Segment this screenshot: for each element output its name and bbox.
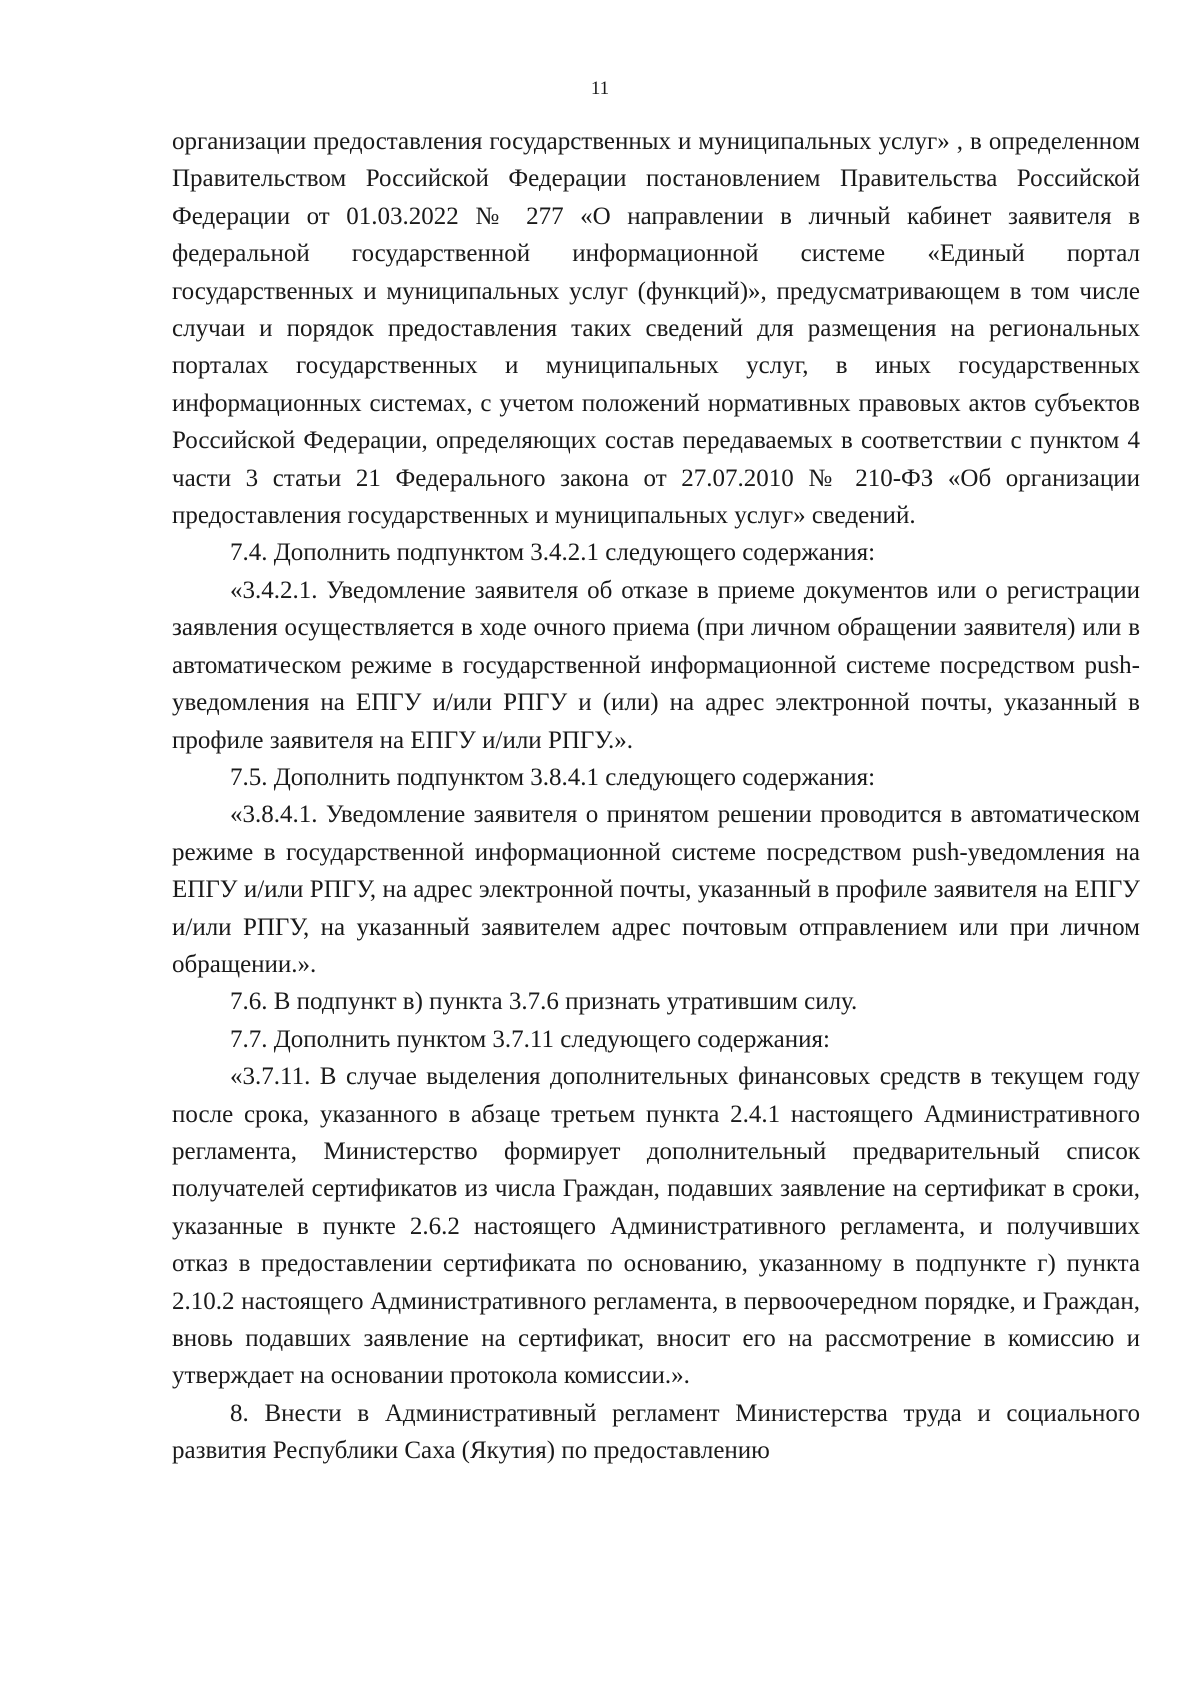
paragraph-item-8: 8. Внести в Административный регламент Министерства труда и социального развития Республики Саха (Якутия) по предоставлению (172, 1399, 1140, 1465)
page-number: 11 (590, 78, 610, 99)
paragraph-continuation: организации предоставления государственных и муниципальных услуг» , в определенном Правительством Российской Федерации постановлением Правительства Российской Федерации от 01.03.2022 № 277 «О направлении в личный кабинет заявителя в федеральной государственной информационной системе «Единый портал государственных и муниципальных услуг (функций)», предусматривающем в том числе случаи и порядок предоставления таких сведений для размещения на региональных порталах государственных и муниципальных услуг, в иных государственных информационных системах, с учетом положений нормативных правовых актов субъектов Российской Федерации, определяющих состав передаваемых в соответствии с пунктом 4 части 3 статьи 21 Федерального закона от 27.07.2010 № 210-ФЗ «Об организации предоставления государственных и муниципальных услуг» сведений. (172, 128, 1140, 530)
paragraph-subitem-3-4-2-1: «3.4.2.1. Уведомление заявителя об отказе в приеме документов или о регистрации заявления осуществляется в ходе очного приема (при личном обращении заявителя) или в автоматическом режиме в государственной информационной системе посредством push-уведомления на ЕПГУ и/или РПГУ и (или) на адрес электронной почты, указанный в профиле заявителя на ЕПГУ и/или РПГУ.». (172, 576, 1140, 754)
paragraph-item-7-5: 7.5. Дополнить подпунктом 3.8.4.1 следующего содержания: (230, 763, 876, 791)
paragraph-item-7-4: 7.4. Дополнить подпунктом 3.4.2.1 следующего содержания: (230, 539, 876, 567)
paragraph-subitem-3-7-11: «3.7.11. В случае выделения дополнительных финансовых средств в текущем году после срока, указанного в абзаце третьем пункта 2.4.1 настоящего Административного регламента, Министерство формирует дополнительный предварительный список получателей сертификатов из числа Граждан, подавших заявление на сертификат в сроки, указанные в пункте 2.6.2 настоящего Административного регламента, и получивших отказ в предоставлении сертификата по основанию, указанному в подпункте г) пункта 2.10.2 настоящего Административного регламента, в первоочередном порядке, и Граждан, вновь подавших заявление на сертификат, вносит его на рассмотрение в комиссию и утверждает на основании протокола комиссии.». (172, 1063, 1140, 1390)
paragraph-item-7-7: 7.7. Дополнить пунктом 3.7.11 следующего содержания: (230, 1025, 830, 1053)
paragraph-item-7-6: 7.6. В подпункт в) пункта 3.7.6 признать утратившим силу. (230, 988, 858, 1016)
paragraph-subitem-3-8-4-1: «3.8.4.1. Уведомление заявителя о принятом решении проводится в автоматическом режиме в государственной информационной системе посредством push-уведомления на ЕПГУ и/или РПГУ, на адрес электронной почты, указанный в профиле заявителя на ЕПГУ и/или РПГУ, на указанный заявителем адрес почтовым отправлением или при личном обращении.». (172, 801, 1140, 978)
document-body (172, 123, 1140, 1470)
